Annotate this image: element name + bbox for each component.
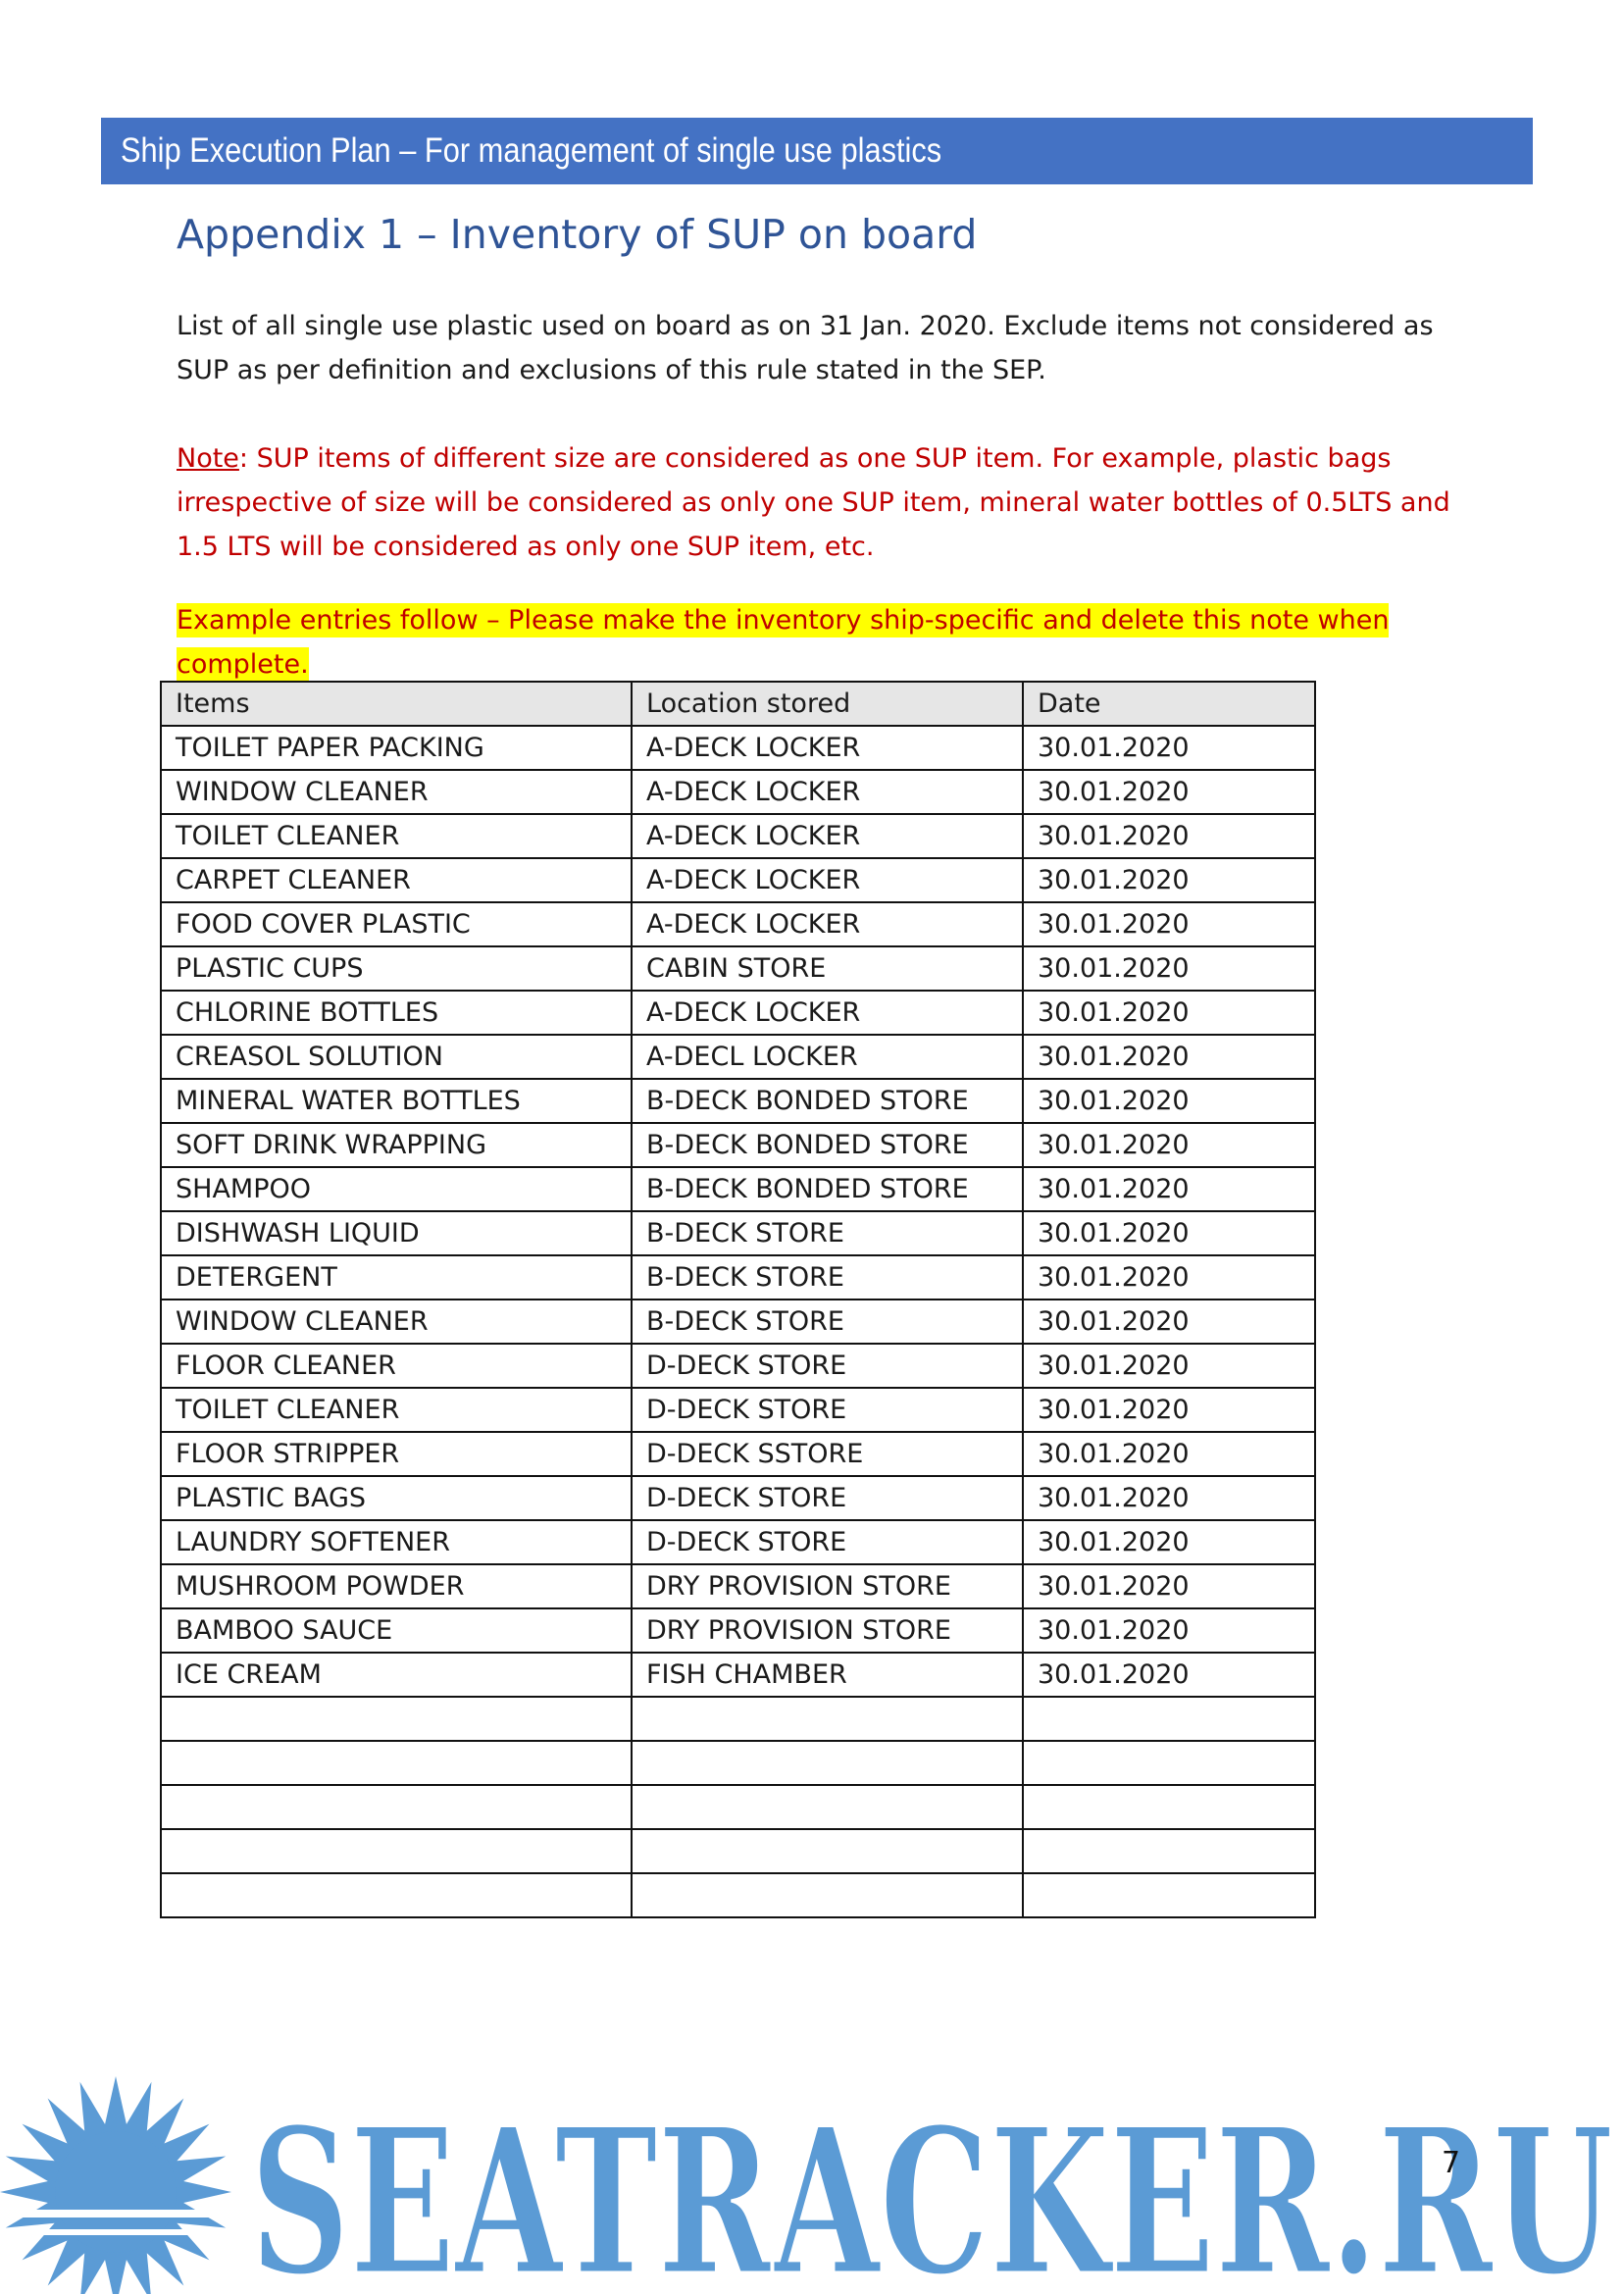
cell-location: B-DECK BONDED STORE xyxy=(632,1167,1023,1211)
header-bar xyxy=(101,118,1533,184)
cell-location: B-DECK STORE xyxy=(632,1255,1023,1300)
table-row xyxy=(161,1035,1315,1079)
cell-item: FLOOR STRIPPER xyxy=(161,1432,632,1476)
cell-location: A-DECK LOCKER xyxy=(632,902,1023,946)
table-row xyxy=(161,1432,1315,1476)
cell-location: B-DECK BONDED STORE xyxy=(632,1123,1023,1167)
cell-location xyxy=(632,1829,1023,1873)
cell-location: FISH CHAMBER xyxy=(632,1653,1023,1697)
cell-item: MINERAL WATER BOTTLES xyxy=(161,1079,632,1123)
table-row xyxy=(161,770,1315,814)
cell-date xyxy=(1023,1785,1315,1829)
table-row xyxy=(161,1873,1315,1917)
table-body xyxy=(161,726,1315,1917)
cell-item xyxy=(161,1873,632,1917)
table-row xyxy=(161,1079,1315,1123)
cell-item: PLASTIC CUPS xyxy=(161,946,632,991)
cell-item: SHAMPOO xyxy=(161,1167,632,1211)
cell-date: 30.01.2020 xyxy=(1023,991,1315,1035)
cell-item: BAMBOO SAUCE xyxy=(161,1608,632,1653)
table-row xyxy=(161,1476,1315,1520)
watermark-text: SEATRACKER.RU xyxy=(250,2085,1613,2294)
table-row xyxy=(161,1741,1315,1785)
cell-location: A-DECK LOCKER xyxy=(632,991,1023,1035)
cell-item: CREASOL SOLUTION xyxy=(161,1035,632,1079)
cell-item: TOILET CLEANER xyxy=(161,814,632,858)
cell-date xyxy=(1023,1697,1315,1741)
table-row xyxy=(161,1211,1315,1255)
table-row xyxy=(161,1697,1315,1741)
cell-item: ICE CREAM xyxy=(161,1653,632,1697)
cell-date: 30.01.2020 xyxy=(1023,902,1315,946)
cell-item: CHLORINE BOTTLES xyxy=(161,991,632,1035)
cell-item xyxy=(161,1697,632,1741)
cell-date: 30.01.2020 xyxy=(1023,1653,1315,1697)
note-label: Note xyxy=(177,443,239,474)
table-row xyxy=(161,1520,1315,1564)
cell-location: D-DECK STORE xyxy=(632,1476,1023,1520)
cell-date: 30.01.2020 xyxy=(1023,1344,1315,1388)
table-row xyxy=(161,1388,1315,1432)
table-row xyxy=(161,902,1315,946)
watermark-logo xyxy=(0,2065,1624,2294)
cell-location: D-DECK STORE xyxy=(632,1344,1023,1388)
table-row xyxy=(161,726,1315,770)
cell-date: 30.01.2020 xyxy=(1023,946,1315,991)
table-row xyxy=(161,1785,1315,1829)
table-row xyxy=(161,858,1315,902)
cell-item: MUSHROOM POWDER xyxy=(161,1564,632,1608)
table-row xyxy=(161,1653,1315,1697)
inventory-table xyxy=(160,681,1316,1918)
cell-location: A-DECK LOCKER xyxy=(632,858,1023,902)
cell-date: 30.01.2020 xyxy=(1023,1432,1315,1476)
cell-location: B-DECK STORE xyxy=(632,1300,1023,1344)
cell-date: 30.01.2020 xyxy=(1023,1211,1315,1255)
cell-location: A-DECL LOCKER xyxy=(632,1035,1023,1079)
column-header-date: Date xyxy=(1023,682,1315,726)
cell-item: WINDOW CLEANER xyxy=(161,770,632,814)
cell-date: 30.01.2020 xyxy=(1023,726,1315,770)
table-row xyxy=(161,1123,1315,1167)
header-title: Ship Execution Plan – For management of single use plastics xyxy=(121,131,942,170)
table-header-row xyxy=(161,682,1315,726)
cell-date: 30.01.2020 xyxy=(1023,1608,1315,1653)
cell-date: 30.01.2020 xyxy=(1023,1520,1315,1564)
cell-item xyxy=(161,1785,632,1829)
column-header-location: Location stored xyxy=(632,682,1023,726)
cell-item: TOILET PAPER PACKING xyxy=(161,726,632,770)
example-note-text: Example entries follow – Please make the inventory ship-specific and delete this note when complete. xyxy=(177,605,1390,680)
cell-date: 30.01.2020 xyxy=(1023,1300,1315,1344)
cell-item: CARPET CLEANER xyxy=(161,858,632,902)
cell-date: 30.01.2020 xyxy=(1023,1388,1315,1432)
cell-date xyxy=(1023,1873,1315,1917)
cell-location: D-DECK STORE xyxy=(632,1520,1023,1564)
cell-location: CABIN STORE xyxy=(632,946,1023,991)
cell-date: 30.01.2020 xyxy=(1023,1167,1315,1211)
table-row xyxy=(161,991,1315,1035)
cell-location: D-DECK STORE xyxy=(632,1388,1023,1432)
cell-item: DISHWASH LIQUID xyxy=(161,1211,632,1255)
cell-item: PLASTIC BAGS xyxy=(161,1476,632,1520)
cell-item: WINDOW CLEANER xyxy=(161,1300,632,1344)
cell-location: A-DECK LOCKER xyxy=(632,814,1023,858)
table-row xyxy=(161,1167,1315,1211)
cell-item: FLOOR CLEANER xyxy=(161,1344,632,1388)
cell-item: DETERGENT xyxy=(161,1255,632,1300)
cell-item: SOFT DRINK WRAPPING xyxy=(161,1123,632,1167)
page-number: 7 xyxy=(1442,2146,1461,2180)
note-paragraph xyxy=(177,436,1471,569)
cell-date xyxy=(1023,1829,1315,1873)
cell-location: B-DECK BONDED STORE xyxy=(632,1079,1023,1123)
cell-location xyxy=(632,1697,1023,1741)
table-row xyxy=(161,1829,1315,1873)
cell-location: DRY PROVISION STORE xyxy=(632,1564,1023,1608)
cell-date: 30.01.2020 xyxy=(1023,1035,1315,1079)
cell-item: LAUNDRY SOFTENER xyxy=(161,1520,632,1564)
cell-date: 30.01.2020 xyxy=(1023,858,1315,902)
table-row xyxy=(161,1608,1315,1653)
cell-item: TOILET CLEANER xyxy=(161,1388,632,1432)
note-text: : SUP items of different size are considered as one SUP item. For example, plastic bags irrespective of size will be considered as only one SUP item, mineral water bottles of 0.5LTS and 1.5 LTS will be considered as only one SUP item, etc. xyxy=(177,443,1450,562)
cell-date xyxy=(1023,1741,1315,1785)
intro-paragraph: List of all single use plastic used on board as on 31 Jan. 2020. Exclude items not considered as SUP as per definition and exclusions of this rule stated in the SEP. xyxy=(177,311,1434,385)
cell-date: 30.01.2020 xyxy=(1023,814,1315,858)
cell-location: DRY PROVISION STORE xyxy=(632,1608,1023,1653)
cell-date: 30.01.2020 xyxy=(1023,1476,1315,1520)
page-title: Appendix 1 – Inventory of SUP on board xyxy=(177,211,978,258)
table-row xyxy=(161,1564,1315,1608)
cell-location xyxy=(632,1741,1023,1785)
cell-item xyxy=(161,1829,632,1873)
cell-date: 30.01.2020 xyxy=(1023,1079,1315,1123)
cell-location xyxy=(632,1785,1023,1829)
cell-location: D-DECK SSTORE xyxy=(632,1432,1023,1476)
cell-date: 30.01.2020 xyxy=(1023,1255,1315,1300)
cell-date: 30.01.2020 xyxy=(1023,1123,1315,1167)
table-row xyxy=(161,946,1315,991)
cell-date: 30.01.2020 xyxy=(1023,1564,1315,1608)
cell-item: FOOD COVER PLASTIC xyxy=(161,902,632,946)
cell-location: B-DECK STORE xyxy=(632,1211,1023,1255)
example-note xyxy=(177,598,1471,687)
cell-item xyxy=(161,1741,632,1785)
table-row xyxy=(161,1300,1315,1344)
cell-location xyxy=(632,1873,1023,1917)
column-header-items: Items xyxy=(161,682,632,726)
cell-location: A-DECK LOCKER xyxy=(632,726,1023,770)
table-row xyxy=(161,1255,1315,1300)
cell-date: 30.01.2020 xyxy=(1023,770,1315,814)
cell-location: A-DECK LOCKER xyxy=(632,770,1023,814)
table-row xyxy=(161,814,1315,858)
table-row xyxy=(161,1344,1315,1388)
sun-icon xyxy=(0,2076,243,2294)
